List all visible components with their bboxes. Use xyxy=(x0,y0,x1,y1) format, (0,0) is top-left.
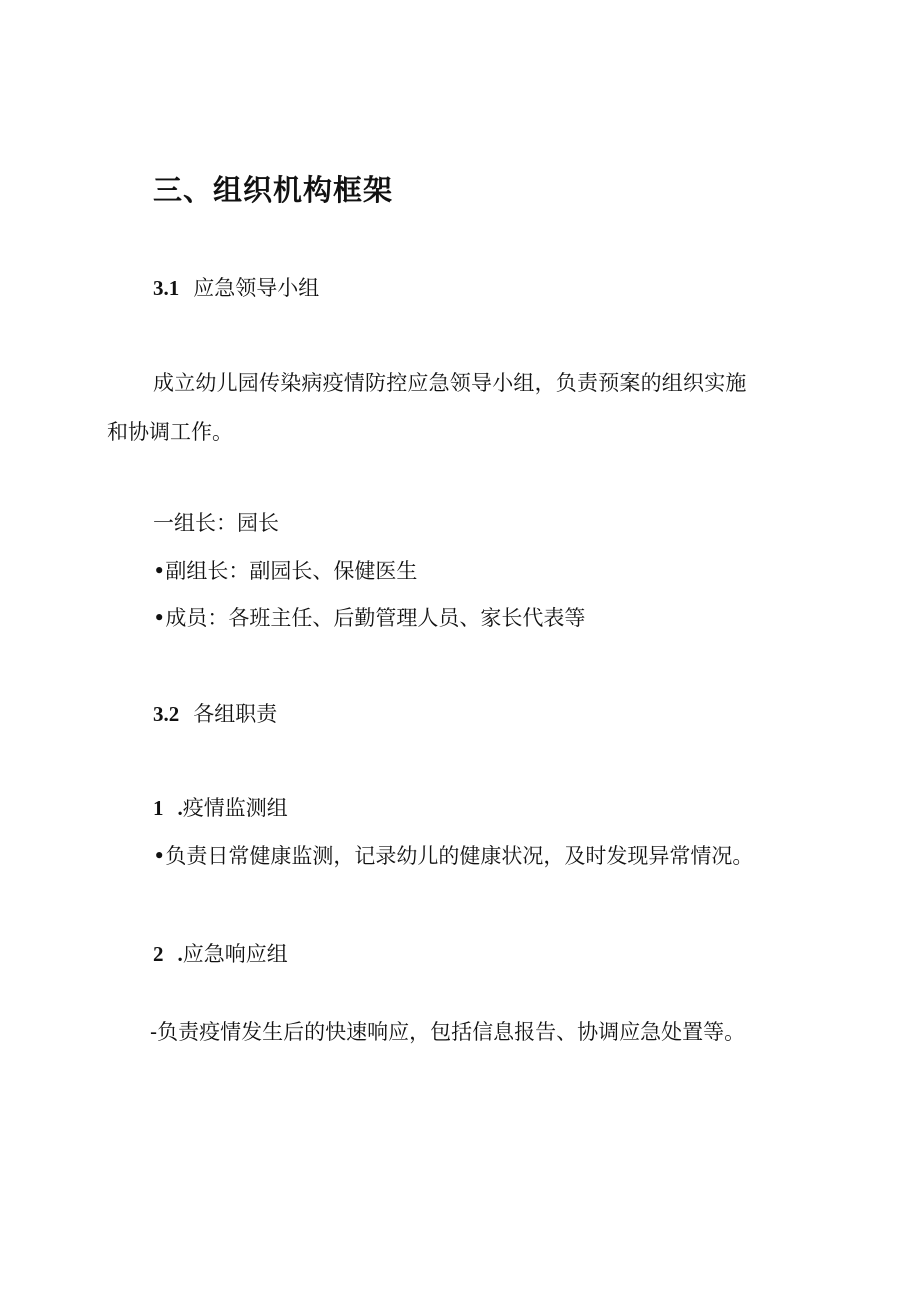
member-item-leader: 一组长：园长 xyxy=(153,511,279,535)
subsection-title: 各组职责 xyxy=(193,702,278,726)
group-number: 1 xyxy=(153,796,164,820)
group-number: 2 xyxy=(153,942,164,966)
group-heading-response xyxy=(153,944,288,965)
member-item-deputy: •副组长：副园长、保健医生 xyxy=(153,559,418,583)
group-title: 疫情监测组 xyxy=(182,796,288,820)
subsection-heading-3-1 xyxy=(153,278,319,299)
subsection-heading-3-2 xyxy=(153,704,277,725)
group-heading-monitoring xyxy=(153,798,288,819)
subsection-number: 3.1 xyxy=(153,276,180,300)
group-duty-monitoring: •负责日常健康监测，记录幼儿的健康状况，及时发现异常情况。 xyxy=(153,844,754,868)
subsection-title: 应急领导小组 xyxy=(193,276,320,300)
subsection-number: 3.2 xyxy=(153,702,180,726)
group-number-dot: . xyxy=(177,796,183,820)
group-number-dot: . xyxy=(177,942,183,966)
section-title: 三、组织机构框架 xyxy=(153,173,394,207)
group-title: 应急响应组 xyxy=(182,942,288,966)
intro-paragraph-line-2: 和协调工作。 xyxy=(107,420,233,444)
intro-paragraph-line-1: 成立幼儿园传染病疫情防控应急领导小组，负责预案的组织实施 xyxy=(153,371,747,395)
member-item-members: •成员：各班主任、后勤管理人员、家长代表等 xyxy=(153,606,586,630)
group-duty-response: -负责疫情发生后的快速响应，包括信息报告、协调应急处置等。 xyxy=(150,1020,746,1044)
